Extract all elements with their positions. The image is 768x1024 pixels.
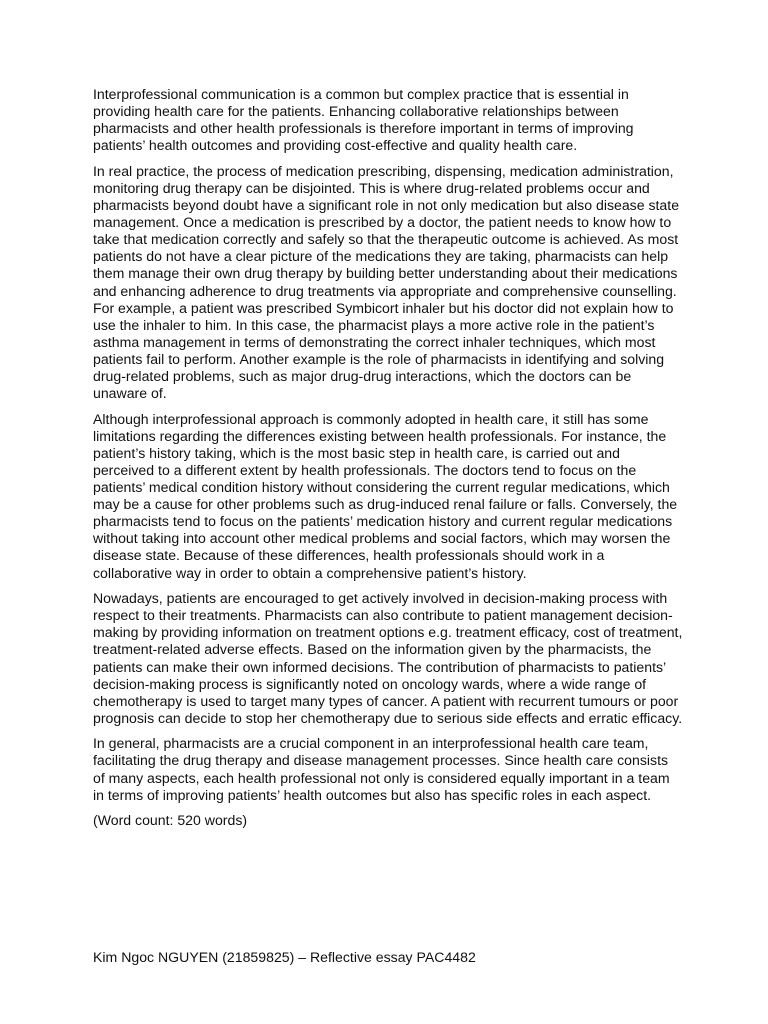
essay-body bbox=[93, 86, 683, 838]
paragraph-conclusion: In general, pharmacists are a crucial component in an interprofessional health care team, facilitating the drug therapy and disease management processes. Since health care consists of many aspects, each health professional not only is considered equally important in a team in terms of improving patients’ health outcomes but also has specific roles in each aspect. bbox=[93, 735, 670, 803]
paragraph-decision-making: Nowadays, patients are encouraged to get actively involved in decision-making process with respect to their treatments. Pharmacists can also contribute to patient management decision-making by providing information on treatment options e.g. treatment efficacy, cost of treatment, treatment-related adverse effects. Based on the information given by the pharmacists, the patients can make their own informed decisions. The contribution of pharmacists to patients’ decision-making process is significantly noted on oncology wards, where a wide range of chemotherapy is used to target many types of cancer. A patient with recurrent tumours or poor prognosis can decide to stop her chemotherapy due to serious side effects and erratic efficacy. bbox=[93, 590, 683, 726]
paragraph-introduction: Interprofessional communication is a common but complex practice that is essential in providing health care for the patients. Enhancing collaborative relationships between pharmacists and other health professionals is therefore important in terms of improving patients’ health outcomes and providing cost-effective and quality health care. bbox=[93, 86, 634, 154]
paragraph-real-practice: In real practice, the process of medication prescribing, dispensing, medication administration, monitoring drug therapy can be disjointed. This is where drug-related problems occur and pharmacists beyond doubt have a significant role in not only medication but also disease state management. Once a medication is prescribed by a doctor, the patient needs to know how to take that medication correctly and safely so that the therapeutic outcome is achieved. As most patients do not have a clear picture of the medications they are taking, pharmacists can help them manage their own drug therapy by building better understanding about their medications and enhancing adherence to drug treatments via appropriate and comprehensive counselling. For example, a patient was prescribed Symbicort inhaler but his doctor did not explain how to use the inhaler to him. In this case, the pharmacist plays a more active role in the patient’s asthma management in terms of demonstrating the correct inhaler techniques, which most patients fail to perform. Another example is the role of pharmacists in identifying and solving drug-related problems, such as major drug-drug interactions, which the doctors can be unaware of. bbox=[93, 162, 680, 402]
page-footer: Kim Ngoc NGUYEN (21859825) – Reflective essay PAC4482 bbox=[93, 949, 476, 965]
word-count: (Word count: 520 words) bbox=[93, 812, 248, 829]
paragraph-limitations: Although interprofessional approach is commonly adopted in health care, it still has some limitations regarding the differences existing between health professionals. For instance, the patient’s history taking, which is the most basic step in health care, is carried out and perceived to a different extent by health professionals. The doctors tend to focus on the patients’ medical condition history without considering the current regular medications, which may be a cause for other problems such as drug-induced renal failure or falls. Conversely, the pharmacists tend to focus on the patients’ medication history and current regular medications without taking into account other medical problems and social factors, which may worsen the disease state. Because of these differences, health professionals should work in a collaborative way in order to obtain a comprehensive patient’s history. bbox=[93, 410, 678, 581]
